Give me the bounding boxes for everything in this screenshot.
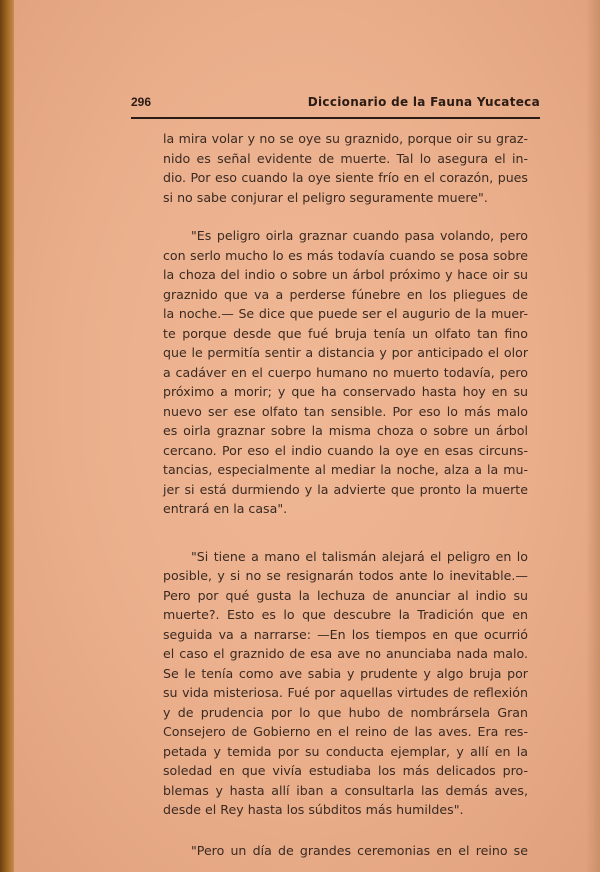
paragraph [163,841,528,861]
text-line: la choza del indio o sobre un árbol próximo y hace oir su [163,267,528,282]
text-line: Pero por qué gusta la lechuza de anunciar al indio su [163,587,528,603]
text-line: Se le tenía como ave sabia y prudente y algo bruja por [163,665,528,681]
paragraph-gap [163,519,528,547]
header-rule [131,117,540,119]
text-line: blemas y hasta allí iban a consultarla las demás aves, [163,782,528,798]
text-line: jer si está durmiendo y la advierte que pronto la muerte [163,481,528,497]
text-line: si no sabe conjurar el peligro seguramente muere". [163,189,488,205]
page-edge-shadow [586,0,600,872]
running-header [131,95,540,113]
text-line: la noche.— Se dice que puede ser el augurio de la muer- [163,306,528,321]
text-line: "Si tiene a mano el talismán alejará el peligro en lo [191,548,528,564]
text-line: petada y temida por su conducta ejemplar, y allí en la [163,743,528,759]
text-line: nido es señal evidente de muerte. Tal lo asegura el in- [163,150,528,166]
text-line: entrará en la casa". [163,501,288,516]
text-line: la mira volar y no se oye su graznido, porque oir su graz- [163,131,528,146]
paragraph [163,226,528,519]
text-line: es oirla graznar sobre la misma choza o sobre un árbol [163,423,528,438]
running-title: Diccionario de la Fauna Yucateca [307,95,540,109]
text-line: graznido que va a perderse fúnebre en los pliegues de [163,286,528,302]
text-line: "Es peligro oirla graznar cuando pasa volando, pero [191,228,528,243]
paragraph-gap [163,820,528,841]
paragraph-gap [163,207,528,226]
text-line: desde el Rey hasta los súbditos más humildes". [163,802,464,817]
text-line: tancias, especialmente al mediar la noche, alza a la mu- [163,462,528,477]
text-line: a cadáver en el cuerpo humano no muerto todavía, pero [163,364,528,380]
page-number: 296 [131,95,152,109]
paragraph [163,547,528,820]
text-line: Consejero de Gobierno en el reino de las aves. Era res- [163,724,528,739]
text-line: dio. Por eso cuando la oye siente frío en el corazón, pues [163,170,528,185]
text-line: te porque desde que fué bruja tenía un olfato tan fino [163,325,528,341]
paragraph [163,129,528,207]
text-line: cercano. Por eso el indio cuando la oye en esas circuns- [163,442,528,458]
body-text [163,129,528,860]
text-line: que le permitía sentir a distancia y por anticipado el olor [163,345,528,360]
text-line: próximo a morir; y que ha conservado hasta hoy en su [163,384,528,399]
text-line: con serlo mucho lo es más todavía cuando se posa sobre [163,247,528,263]
book-spine-shadow [0,0,14,872]
text-line: nuevo ser ese olfato tan sensible. Por eso lo más malo [163,403,528,419]
text-line: y de prudencia por lo que hubo de nombrársela Gran [163,704,528,720]
text-line: su vida misteriosa. Fué por aquellas virtudes de reflexión [163,685,528,700]
text-line: seguida va a narrarse: —En los tiempos en que ocurrió [163,626,528,642]
text-line: muerte?. Esto es lo que descubre la Tradición que en [163,607,528,622]
text-line: el caso el graznido de esa ave no anunciaba nada malo. [163,646,528,661]
text-line: soledad en que vivía estudiaba los más delicados pro- [163,763,528,778]
text-line: "Pero un día de grandes ceremonias en el reino se [191,842,528,858]
text-line: posible, y si no se resignarán todos ante lo inevitable.— [163,568,528,583]
